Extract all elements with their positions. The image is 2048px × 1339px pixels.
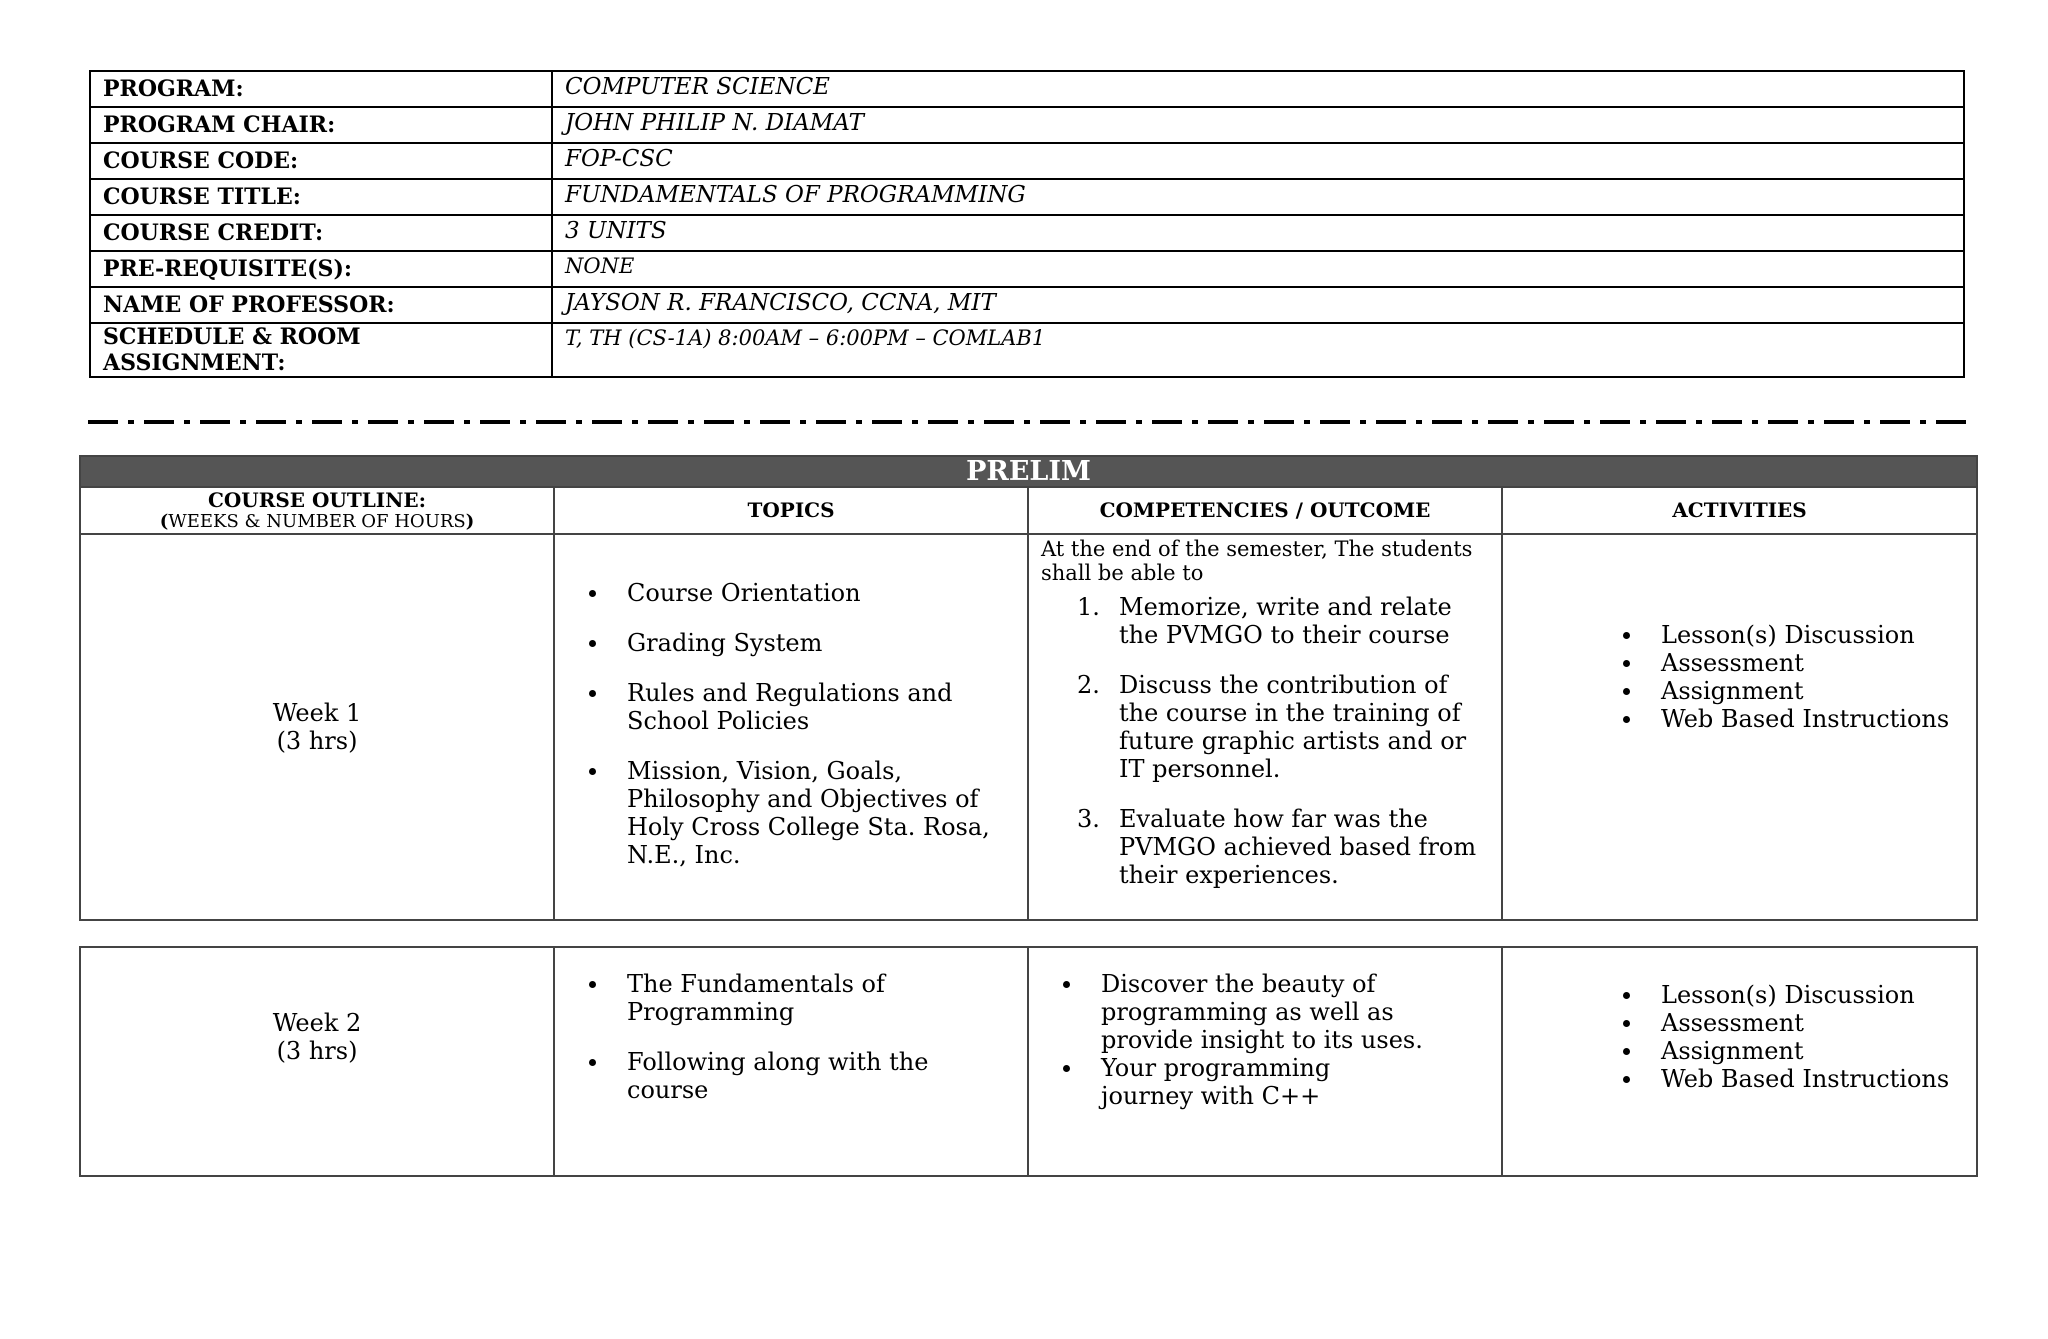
info-row-program xyxy=(90,71,1964,107)
info-row-course-title xyxy=(90,179,1964,215)
list-item: Assignment xyxy=(1661,677,1976,705)
info-value: COMPUTER SCIENCE xyxy=(552,71,1964,107)
course-info-table xyxy=(89,70,1965,378)
competency-intro: At the end of the semester, The students shall be able to xyxy=(1041,537,1473,585)
list-item: Lesson(s) Discussion xyxy=(1661,981,1976,1009)
list-item: Course Orientation xyxy=(627,579,1017,607)
list-item: Assessment xyxy=(1661,1009,1976,1037)
info-value: FOP-CSC xyxy=(552,143,1964,179)
info-row-prerequisites xyxy=(90,251,1964,287)
info-label: COURSE CREDIT: xyxy=(90,215,552,251)
list-item: Following along with the course xyxy=(627,1048,967,1104)
list-item: Mission, Vision, Goals, Philosophy and Objectives of Holy Cross College Sta. Rosa, N.E., Inc. xyxy=(627,757,1017,869)
activities-list xyxy=(1503,621,1976,733)
list-item: Lesson(s) Discussion xyxy=(1661,621,1976,649)
header-activities: ACTIVITIES xyxy=(1502,487,1977,534)
list-item xyxy=(1077,671,1491,783)
paren-open: ( xyxy=(159,510,169,532)
info-value: FUNDAMENTALS OF PROGRAMMING xyxy=(552,179,1964,215)
list-item: Web Based Instructions xyxy=(1661,705,1976,733)
list-item: Discover the beauty of programming as well as provide insight to its uses. xyxy=(1101,970,1431,1054)
list-item: Grading System xyxy=(627,629,1017,657)
activities-list xyxy=(1503,981,1976,1093)
info-value: JAYSON R. FRANCISCO, CCNA, MIT xyxy=(552,287,1964,323)
info-label: COURSE TITLE: xyxy=(90,179,552,215)
list-number: 1. xyxy=(1077,593,1100,621)
header-topics: TOPICS xyxy=(554,487,1028,534)
dash-dot-separator xyxy=(88,420,1976,424)
list-text: Memorize, write and relate the PVMGO to their course xyxy=(1119,593,1452,649)
competencies-cell xyxy=(1028,947,1502,1176)
info-label: PRE-REQUISITE(S): xyxy=(90,251,552,287)
info-value: T, TH (CS-1A) 8:00AM – 6:00PM – COMLAB1 xyxy=(552,323,1964,377)
week-2-table xyxy=(79,946,1978,1177)
section-title: PRELIM xyxy=(80,456,1977,487)
paren-close: ) xyxy=(465,510,475,532)
topics-list xyxy=(555,970,1027,1104)
list-item: The Fundamentals of Programming xyxy=(627,970,967,1026)
competencies-cell xyxy=(1028,534,1502,920)
activities-cell xyxy=(1502,947,1977,1176)
info-label: SCHEDULE & ROOM ASSIGNMENT: xyxy=(90,323,552,377)
week-cell xyxy=(80,534,554,920)
list-item: Your programming journey with C++ xyxy=(1101,1054,1431,1110)
info-value: NONE xyxy=(552,251,1964,287)
topics-cell xyxy=(554,947,1028,1176)
header-course-outline-sub xyxy=(81,511,553,532)
info-row-program-chair xyxy=(90,107,1964,143)
list-item xyxy=(1077,593,1491,649)
list-number: 2. xyxy=(1077,671,1100,699)
column-header-row xyxy=(80,487,1977,534)
list-item: Assessment xyxy=(1661,649,1976,677)
competencies-list xyxy=(1029,593,1501,889)
list-item: Web Based Instructions xyxy=(1661,1065,1976,1093)
header-course-outline-sub-text: WEEKS & NUMBER OF HOURS xyxy=(168,510,466,532)
header-competencies: COMPETENCIES / OUTCOME xyxy=(1028,487,1502,534)
info-value: 3 UNITS xyxy=(552,215,1964,251)
info-value: JOHN PHILIP N. DIAMAT xyxy=(552,107,1964,143)
info-row-professor xyxy=(90,287,1964,323)
info-row-schedule xyxy=(90,323,1964,377)
info-label: NAME OF PROFESSOR: xyxy=(90,287,552,323)
week-label: Week 1 xyxy=(272,699,362,727)
week-row-2 xyxy=(80,947,1977,1176)
list-item: Rules and Regulations and School Policies xyxy=(627,679,1017,735)
week-hours: (3 hrs) xyxy=(276,727,358,755)
week-cell xyxy=(80,947,554,1176)
info-label: PROGRAM CHAIR: xyxy=(90,107,552,143)
topics-cell xyxy=(554,534,1028,920)
info-label: COURSE CODE: xyxy=(90,143,552,179)
info-row-course-credit xyxy=(90,215,1964,251)
competencies-list xyxy=(1029,970,1501,1110)
header-course-outline xyxy=(80,487,554,534)
list-item: Assignment xyxy=(1661,1037,1976,1065)
week-hours: (3 hrs) xyxy=(276,1036,358,1065)
list-number: 3. xyxy=(1077,805,1100,833)
list-text: Discuss the contribution of the course in the training of future graphic artists and or IT personnel. xyxy=(1119,671,1467,783)
list-text: Evaluate how far was the PVMGO achieved based from their experiences. xyxy=(1119,805,1477,889)
list-item xyxy=(1077,805,1491,889)
activities-cell xyxy=(1502,534,1977,920)
topics-list xyxy=(555,579,1027,869)
week-label: Week 2 xyxy=(272,1008,362,1037)
info-label: PROGRAM: xyxy=(90,71,552,107)
header-course-outline-label: COURSE OUTLINE: xyxy=(207,487,427,512)
prelim-outline-table xyxy=(79,455,1978,921)
info-row-course-code xyxy=(90,143,1964,179)
week-row-1 xyxy=(80,534,1977,920)
